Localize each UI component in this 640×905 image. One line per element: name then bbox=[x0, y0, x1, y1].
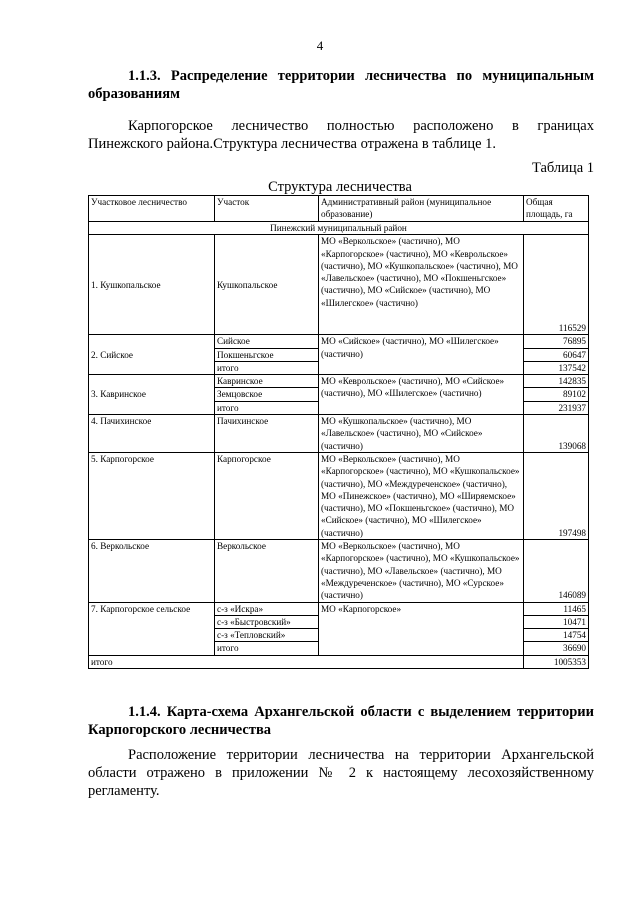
total-value: 1005353 bbox=[524, 655, 589, 668]
forestry-structure-table bbox=[88, 195, 589, 669]
header-plot: Участок bbox=[215, 196, 319, 222]
table-number-label: Таблица 1 bbox=[531, 160, 594, 176]
cell-area: 137542 bbox=[524, 361, 589, 374]
cell-plot: Карпогорское bbox=[215, 452, 319, 539]
group-row-label: Пинежский муниципальный район bbox=[89, 222, 589, 235]
cell-district: МО «Веркольское» (частично), МО «Карпогорское» (частично), МО «Кеврольское» (частично), МО «Кушкопальское» (частично), МО «Лавельское» (частично), МО «Покшеньгское» (частично), МО «Сийское» (частично), МО «Шилегское» (частично) bbox=[319, 235, 524, 335]
cell-plot: Кавринское bbox=[215, 375, 319, 388]
cell-plot: итого bbox=[215, 361, 319, 374]
cell-plot: Покшеньгское bbox=[215, 348, 319, 361]
cell-forestry: 5. Карпогорское bbox=[89, 452, 215, 539]
cell-forestry: 2. Сийское bbox=[89, 335, 215, 375]
cell-area: 231937 bbox=[524, 401, 589, 414]
table-row bbox=[89, 415, 589, 453]
header-area: Общая площадь, га bbox=[524, 196, 589, 222]
cell-area: 116529 bbox=[524, 235, 589, 335]
header-district: Административный район (муниципальное образование) bbox=[319, 196, 524, 222]
cell-forestry: 4. Пачихинское bbox=[89, 415, 215, 453]
page-number: 4 bbox=[316, 38, 324, 53]
cell-plot: с-з «Искра» bbox=[215, 602, 319, 615]
cell-district: МО «Карпогорское» bbox=[319, 602, 524, 655]
cell-forestry: 3. Кавринское bbox=[89, 375, 215, 415]
section-heading-1-1-4: 1.1.4. Карта-схема Архангельской области с выделением территории Карпогорского лесничества bbox=[88, 704, 594, 738]
cell-forestry: 7. Карпогорское сельское bbox=[89, 602, 215, 655]
table-group-row bbox=[89, 222, 589, 235]
table-header-row bbox=[89, 196, 589, 222]
cell-area: 36690 bbox=[524, 642, 589, 655]
cell-area: 10471 bbox=[524, 615, 589, 628]
cell-area: 197498 bbox=[524, 452, 589, 539]
cell-district: МО «Кушкопальское» (частично), МО «Лавельское» (частично), МО «Сийское» (частично) bbox=[319, 415, 524, 453]
cell-plot: Земцовское bbox=[215, 388, 319, 401]
cell-plot: итого bbox=[215, 401, 319, 414]
table-row bbox=[89, 540, 589, 602]
total-label: итого bbox=[89, 655, 524, 668]
table-row bbox=[89, 335, 589, 348]
table-title: Структура лесничества bbox=[268, 179, 412, 195]
table-row bbox=[89, 452, 589, 539]
table-row bbox=[89, 235, 589, 335]
cell-area: 142835 bbox=[524, 375, 589, 388]
cell-district: МО «Сийское» (частично), МО «Шилегское» (частично) bbox=[319, 335, 524, 375]
section-paragraph-1-1-4: Расположение территории лесничества на территории Архангельской области отражено в приложении № 2 к настоящему лесохозяйственному регламенту. bbox=[88, 747, 594, 799]
cell-plot: итого bbox=[215, 642, 319, 655]
cell-plot: с-з «Тепловский» bbox=[215, 629, 319, 642]
cell-area: 76895 bbox=[524, 335, 589, 348]
header-forestry: Участковое лесничество bbox=[89, 196, 215, 222]
cell-area: 60647 bbox=[524, 348, 589, 361]
cell-district: МО «Кеврольское» (частично), МО «Сийское» (частично), МО «Шилегское» (частично) bbox=[319, 375, 524, 415]
cell-forestry: 6. Веркольское bbox=[89, 540, 215, 602]
section-heading-1-1-3: 1.1.3. Распределение территории лесничества по муниципальным образованиям bbox=[88, 68, 594, 102]
cell-plot: Веркольское bbox=[215, 540, 319, 602]
cell-area: 14754 bbox=[524, 629, 589, 642]
cell-plot: Кушкопальское bbox=[215, 235, 319, 335]
cell-district: МО «Веркольское» (частично), МО «Карпогорское» (частично), МО «Кушкопальское» (частично), МО «Междуреченское» (частично), МО «Пинежское» (частично), МО «Ширяемское» (частично), МО «Покшеньгское» (частично), МО «Сийское» (частично), МО «Шилегское» (частично) bbox=[319, 452, 524, 539]
cell-plot: Сийское bbox=[215, 335, 319, 348]
table-total-row bbox=[89, 655, 589, 668]
cell-plot: Пачихинское bbox=[215, 415, 319, 453]
table-row bbox=[89, 375, 589, 388]
cell-area: 146089 bbox=[524, 540, 589, 602]
cell-area: 139068 bbox=[524, 415, 589, 453]
section-paragraph-1-1-3: Карпогорское лесничество полностью расположено в границах Пинежского района.Структура лесничества отражена в таблице 1. bbox=[88, 118, 594, 152]
table-row bbox=[89, 602, 589, 615]
cell-area: 11465 bbox=[524, 602, 589, 615]
cell-plot: с-з «Быстровский» bbox=[215, 615, 319, 628]
cell-area: 89102 bbox=[524, 388, 589, 401]
cell-district: МО «Веркольское» (частично), МО «Карпогорское» (частично), МО «Кушкопальское» (частично), МО «Лавельское» (частично), МО «Междуреченское» (частично), МО «Сурское» (частично) bbox=[319, 540, 524, 602]
cell-forestry: 1. Кушкопальское bbox=[89, 235, 215, 335]
